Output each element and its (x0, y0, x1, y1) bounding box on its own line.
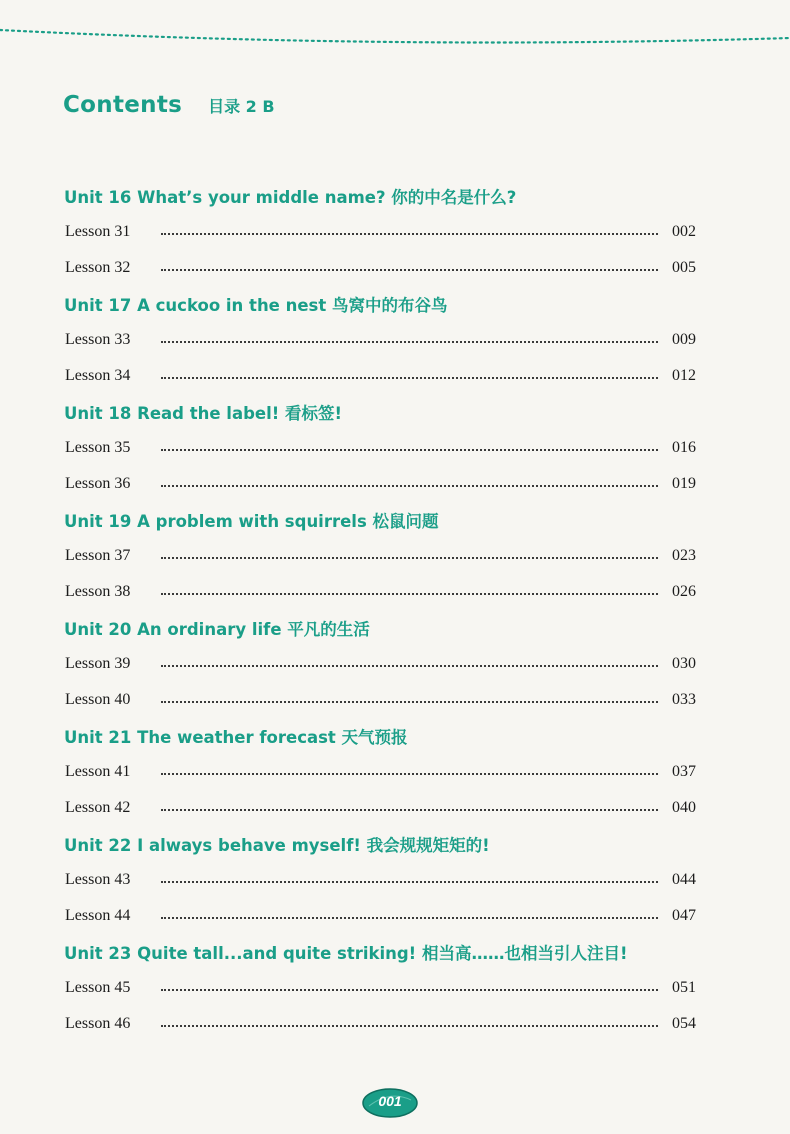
page-number: 054 (672, 1015, 696, 1032)
toc-entry[interactable] (0, 862, 790, 898)
dot-leader (161, 881, 658, 883)
lesson-name: Lesson 42 (65, 799, 131, 816)
dot-leader (161, 449, 658, 451)
lesson-name: Lesson 35 (65, 439, 131, 456)
page-number: 002 (672, 223, 696, 240)
page-number: 047 (672, 907, 696, 924)
page-number: 019 (672, 475, 696, 492)
lesson-name: Lesson 45 (65, 979, 131, 996)
dot-leader (161, 269, 658, 271)
lesson-name: Lesson 40 (65, 691, 131, 708)
unit-16-title[interactable]: Unit 16 What’s your middle name? 你的中名是什么? (64, 188, 517, 207)
page-number: 051 (672, 979, 696, 996)
lesson-name: Lesson 44 (65, 907, 131, 924)
lesson-name: Lesson 37 (65, 547, 131, 564)
contents-heading (63, 92, 275, 118)
page-number: 012 (672, 367, 696, 384)
dot-leader (161, 341, 658, 343)
toc-entry[interactable] (0, 646, 790, 682)
lesson-name: Lesson 46 (65, 1015, 131, 1032)
page-subtitle: 目录 2 B (208, 97, 275, 116)
toc-entry[interactable] (0, 574, 790, 610)
page-number: 044 (672, 871, 696, 888)
dot-leader (161, 773, 658, 775)
unit-23-title[interactable]: Unit 23 Quite tall...and quite striking! 相当高……也相当引人注目! (64, 944, 628, 963)
lesson-name: Lesson 32 (65, 259, 131, 276)
toc-entry[interactable] (0, 250, 790, 286)
dot-leader (161, 485, 658, 487)
dot-leader (161, 809, 658, 811)
table-of-contents (0, 178, 790, 1042)
toc-entry[interactable] (0, 790, 790, 826)
dot-leader (161, 593, 658, 595)
unit-20-title[interactable]: Unit 20 An ordinary life 平凡的生活 (64, 620, 370, 639)
page-number: 037 (672, 763, 696, 780)
dot-leader (161, 377, 658, 379)
page-number: 040 (672, 799, 696, 816)
page-number: 009 (672, 331, 696, 348)
page-number: 033 (672, 691, 696, 708)
lesson-name: Lesson 31 (65, 223, 131, 240)
page-title: Contents (63, 92, 183, 118)
unit-22-title[interactable]: Unit 22 I always behave myself! 我会规规矩矩的! (64, 836, 490, 855)
toc-entry[interactable] (0, 466, 790, 502)
page-number: 005 (672, 259, 696, 276)
toc-entry[interactable] (0, 358, 790, 394)
dot-leader (161, 665, 658, 667)
decorative-dotted-border (0, 28, 790, 48)
dot-leader (161, 233, 658, 235)
toc-entry[interactable] (0, 754, 790, 790)
lesson-name: Lesson 43 (65, 871, 131, 888)
page-number: 030 (672, 655, 696, 672)
toc-entry[interactable] (0, 430, 790, 466)
unit-19-title[interactable]: Unit 19 A problem with squirrels 松鼠问题 (64, 512, 439, 531)
dot-leader (161, 701, 658, 703)
toc-entry[interactable] (0, 970, 790, 1006)
page-number: 026 (672, 583, 696, 600)
lesson-name: Lesson 34 (65, 367, 131, 384)
page-number: 023 (672, 547, 696, 564)
dot-leader (161, 917, 658, 919)
toc-entry[interactable] (0, 898, 790, 934)
unit-17-title[interactable]: Unit 17 A cuckoo in the nest 鸟窝中的布谷鸟 (64, 296, 448, 315)
dot-leader (161, 1025, 658, 1027)
toc-entry[interactable] (0, 1006, 790, 1042)
unit-18-title[interactable]: Unit 18 Read the label! 看标签! (64, 404, 343, 423)
dot-leader (161, 989, 658, 991)
lesson-name: Lesson 33 (65, 331, 131, 348)
toc-entry[interactable] (0, 214, 790, 250)
page-number: 016 (672, 439, 696, 456)
page-number-badge (361, 1086, 419, 1120)
unit-21-title[interactable]: Unit 21 The weather forecast 天气预报 (64, 728, 408, 747)
lesson-name: Lesson 36 (65, 475, 131, 492)
toc-entry[interactable] (0, 538, 790, 574)
dot-leader (161, 557, 658, 559)
toc-entry[interactable] (0, 682, 790, 718)
lesson-name: Lesson 41 (65, 763, 131, 780)
lesson-name: Lesson 39 (65, 655, 131, 672)
lesson-name: Lesson 38 (65, 583, 131, 600)
toc-entry[interactable] (0, 322, 790, 358)
footer-page-number: 001 (378, 1093, 402, 1109)
